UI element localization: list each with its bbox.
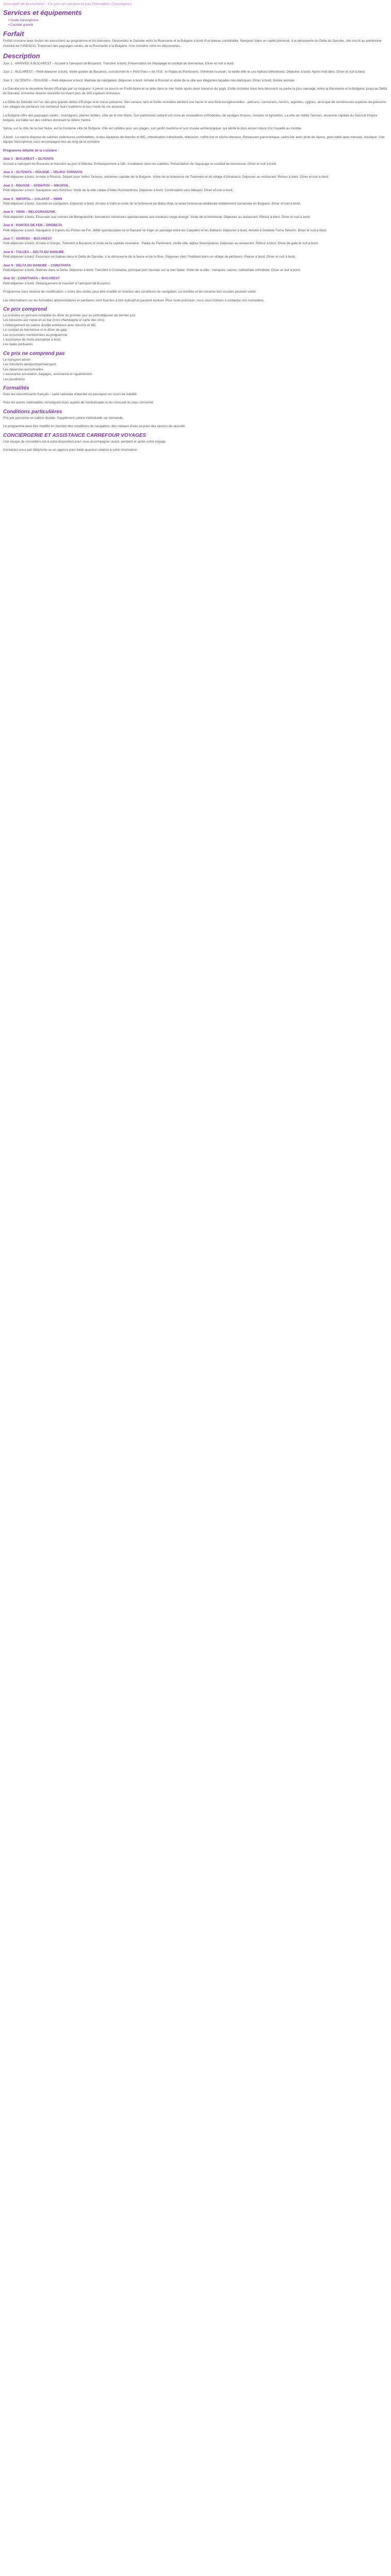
formalities-paragraph: Pour les ressortissants français : carte nationale d'identité ou passeport en cours de validité. bbox=[3, 392, 138, 396]
day-item bbox=[3, 210, 388, 219]
footer-paragraph: Contactez-nous par téléphone ou en agence pour toute question relative à votre réservation. bbox=[3, 448, 138, 452]
day-title: Jour 3 : ROUSSE – SVISHTOV – NIKOPOL bbox=[3, 183, 69, 188]
program-heading: Programme détaillé de la croisière : bbox=[3, 148, 59, 152]
day-text: Accueil à l'aéroport de Bucarest et transfert au port d'Oltenita. Embarquement à 18h. Installation dans les cabines. Présentation de l'équipage et cocktail de bienvenue. Dîner et nuit à bord. bbox=[3, 162, 277, 166]
day-text: Petit-déjeuner à bord. Navigation vers Svishtov. Visite de la ville natale d'Aleko Konstantinov. Déjeuner à bord. Continuation vers Nikopol. Dîner et nuit à bord. bbox=[3, 189, 233, 193]
day-text: Petit-déjeuner à bord. Excursion en bateau dans le Delta du Danube, à la découverte de la faune et de la flore. Déjeuner chez l'habitant dans un village de pêcheurs. Retour à bord. Dîner et nuit à bord. bbox=[3, 255, 296, 259]
day-title: Jour 7 : GIURGIU – BUCAREST bbox=[3, 236, 52, 241]
service-item: • Guide francophone bbox=[8, 18, 388, 23]
after-days-paragraph: Programme sous réserve de modification. L'ordre des visites peut être modifié en fonction des conditions de navigation. Le nombre et les horaires des escales peuvent varier. bbox=[3, 290, 257, 294]
price-excludes-item: Les transferts aéroport/port/aéroport bbox=[3, 363, 56, 367]
body-paragraph: Le Danube est le deuxième fleuve d'Europe par sa longueur. Il prend sa source en Forêt-Noire et se jette dans la mer Noire après avoir traversé dix pays. Cette croisière vous fera découvrir sa partie la plus sauvage, entre la Roumanie et la Bulgarie, jusqu'au Delta du Danube, immense réserve naturelle où vivent plus de 300 espèces d'oiseaux. bbox=[3, 87, 387, 96]
price-includes-item: Les boissons aux repas et au bar (hors champagne et carte des vins) bbox=[3, 318, 105, 323]
price-includes-title: Ce prix comprend bbox=[3, 307, 47, 313]
conditions-title: Conditions particulières bbox=[3, 409, 62, 415]
day-title: Jour 6 : PORTES DE FER – DROBETA bbox=[3, 224, 62, 228]
after-days-paragraph: Les informations sur les formalités administratives et sanitaires sont fournies à titre indicatif et peuvent évoluer. Pour toute précision, nous vous invitons à contacter nos conseillers. bbox=[3, 298, 265, 302]
day-title: Jour 5 : VIDIN – BELOGRADCHIK bbox=[3, 210, 56, 214]
price-includes-item: Les excursions mentionnées au programme bbox=[3, 333, 68, 337]
day-list bbox=[3, 157, 388, 286]
day-title: Jour 10 : CONSTANTA – BUCAREST bbox=[3, 277, 60, 281]
day-item bbox=[3, 263, 388, 273]
description-paragraph: Jour 2 : BUCAREST – Petit-déjeuner à bord. Visite guidée de Bucarest, surnommée le « Petit Paris » de l'Est : le Palais du Parlement, l'Athénée roumain, la vieille ville et ses églises orthodoxes. Déjeuner à bord. Après-midi libre. Dîner et nuit à bord. bbox=[3, 70, 366, 74]
price-includes-item: Les taxes portuaires bbox=[3, 343, 33, 347]
day-text: Petit-déjeuner à bord. Arrivée à Roussé. Départ pour Veliko Tarnovo, ancienne capitale de la Bulgarie. Visite de la forteresse de Tsarevets et du village d'Arbanassi. Déjeuner au restaurant. Retour à bord. Dîner et nuit à bord. bbox=[3, 175, 329, 179]
price-includes-list bbox=[3, 313, 388, 347]
day-text: Petit-déjeuner à bord. Matinée dans le Delta. Déjeuner à bord. Transfert à Constanta, principal port roumain sur la mer Noire. Visite de la ville : mosquée, casino, cathédrale orthodoxe. Dîner et nuit à bord. bbox=[3, 268, 301, 273]
day-text: Petit-déjeuner à bord. Journée en navigation. Déjeuner à bord. Arrivée à Vidin et visite de la forteresse de Baba Vida, la seule forteresse médiévale entièrement conservée en Bulgarie. Dîner et nuit à bord. bbox=[3, 201, 301, 206]
day-item bbox=[3, 157, 388, 166]
day-title: Jour 1 : BUCAREST – OLTENITA bbox=[3, 157, 54, 161]
formalities-paragraph: Pour les autres nationalités, renseignez-vous auprès de l'ambassade ou du consulat du pays concerné. bbox=[3, 401, 154, 405]
body-paragraph: Varna, sur la côte de la mer Noire, est la troisième ville de Bulgarie. Elle est célèbre pour ses plages, son jardin maritime et son musée archéologique, qui abrite le plus ancien trésor d'or travaillé au monde. bbox=[3, 127, 302, 131]
price-excludes-item: Le transport aérien bbox=[3, 358, 31, 362]
services-list bbox=[3, 18, 388, 28]
tagline: Descriptif de la croisière - Ce prix ne comprend pas Formalités Conseignes bbox=[3, 2, 132, 6]
conditions-paragraph: Le programme peut être modifié en fonction des conditions de navigation, des niveaux d'eau ou pour des raisons de sécurité. bbox=[3, 425, 186, 429]
day-title: Jour 2 : OLTENITA – ROUSSE – VELIKO TARNOVO bbox=[3, 170, 83, 174]
price-includes-item: L'assistance de notre animatrice à bord bbox=[3, 338, 61, 342]
day-item bbox=[3, 170, 388, 180]
day-text: Petit-déjeuner à bord. Arrivée à Giurgiu. Transfert à Bucarest et visite de la capitale roumaine : Palais du Parlement, vieille ville, église Stavropoleos. Déjeuner au restaurant. Retour à bord. Dîner de gala et nuit à bord. bbox=[3, 242, 319, 246]
footer-title: CONCIERGERIE ET ASSISTANCE CARREFOUR VOYAGES bbox=[3, 432, 146, 438]
formalities-title: Formalités bbox=[3, 385, 29, 391]
body-paragraph: A bord : Le navire dispose de cabines extérieures confortables, toutes équipées de douche et WC, climatisation individuelle, télévision, coffre-fort et sèche-cheveux. Restaurant panoramique, salon-bar avec piste de danse, pont-soleil avec transats, boutique. Une équipe francophone vous accompagne tout au long de la croisière. bbox=[3, 135, 385, 144]
price-includes-item: L'hébergement en cabine double extérieure avec douche et WC bbox=[3, 323, 96, 327]
price-excludes-item: Les pourboires bbox=[3, 377, 25, 381]
day-item bbox=[3, 236, 388, 246]
description-paragraph: Jour 3 : OLTENITA – ROUSSE – Petit-déjeuner à bord. Matinée de navigation. Déjeuner à bord. Arrivée à Roussé et visite de la ville aux élégantes façades néo-baroques. Dîner à bord. Soirée animée. bbox=[3, 78, 296, 82]
intro-title: Forfait bbox=[3, 29, 24, 38]
body-paragraph: La Bulgarie offre des paysages variés : montagnes, plaines fertiles, côte de la mer Noire. Son patrimoine culturel est riche de monastères orthodoxes, de vestiges thraces, romains et byzantins. La ville de Veliko Tarnovo, ancienne capitale du Second Empire bulgare, est bâtie sur des collines dominant la rivière Yantra. bbox=[3, 113, 378, 123]
body-paragraph: Le Delta du Danube est l'un des plus grands deltas d'Europe et le mieux préservé. Ses canaux, lacs et forêts inondées abritent une faune et une flore exceptionnelles : pélicans, cormorans, hérons, aigrettes, cygnes, ainsi que de nombreuses espèces de poissons. Les villages de pêcheurs ont conservé leurs traditions et leur mode de vie ancestral. bbox=[3, 100, 387, 109]
day-item bbox=[3, 223, 388, 233]
day-title: Jour 8 : TULCEA – DELTA DU DANUBE bbox=[3, 250, 64, 254]
price-excludes-item: L'assurance annulation, bagages, assistance et rapatriement bbox=[3, 372, 92, 377]
service-item: • Cocktail grande bbox=[8, 23, 388, 28]
day-text: Petit-déjeuner à bord. Débarquement et transfert à l'aéroport de Bucarest. bbox=[3, 281, 111, 285]
day-item bbox=[3, 276, 388, 286]
day-title: Jour 4 : NIKOPOL – CALAFAT – VIDIN bbox=[3, 197, 62, 201]
day-text: Petit-déjeuner à bord. Excursion aux rochers de Belogradchik, formations rocheuses spectaculaires aux couleurs rouge-orangé. Visite de la forteresse. Déjeuner au restaurant. Retour à bord. Dîner et nuit à bord. bbox=[3, 215, 311, 219]
price-includes-item: La croisière en pension complète du dîner du premier jour au petit-déjeuner du dernier jour bbox=[3, 314, 136, 318]
day-item bbox=[3, 183, 388, 193]
description-paragraph: Jour 1 : ARRIVÉE À BUCAREST – Accueil à l'aéroport de Bucarest. Transfert à bord. Présentation de l'équipage et cocktail de bienvenue. Dîner et nuit à bord. bbox=[3, 61, 235, 65]
description-title: Description bbox=[3, 52, 40, 60]
day-item bbox=[3, 250, 388, 260]
page bbox=[0, 0, 391, 461]
day-text: Petit-déjeuner à bord. Navigation à travers les Portes de Fer, défilé spectaculaire où le Danube se fraye un passage entre les Carpates et les Balkans. Déjeuner à bord. Arrivée à Drobeta-Turnu Severin. Dîner et nuit à bord. bbox=[3, 228, 327, 232]
services-title: Services et équipements bbox=[3, 9, 82, 17]
price-includes-item: Le cocktail de bienvenue et le dîner de gala bbox=[3, 328, 67, 332]
price-excludes-item: Les dépenses personnelles bbox=[3, 367, 43, 371]
intro-text: Forfait croisière avec toutes les excursions au programme et les boissons. Descendez le Danube entre la Roumanie et la Bulgarie à bord d'un bateau confortable. Naviguez dans un cadre préservé, à la découverte du Delta du Danube, site inscrit au patrimoine mondial de l'UNESCO. Traversez des paysages variés, de la Roumanie à la Bulgarie. Une croisière riche en découvertes... bbox=[3, 39, 382, 48]
conditions-paragraph: Prix par personne en cabine double. Supplément cabine individuelle sur demande. bbox=[3, 416, 124, 420]
price-excludes-title: Ce prix ne comprend pas bbox=[3, 350, 65, 357]
price-excludes-list bbox=[3, 358, 388, 382]
day-title: Jour 9 : DELTA DU DANUBE – CONSTANTA bbox=[3, 263, 71, 267]
day-item bbox=[3, 197, 388, 207]
footer-paragraph: Une équipe de conseillers est à votre disposition pour vous accompagner avant, pendant et après votre voyage. bbox=[3, 439, 167, 444]
